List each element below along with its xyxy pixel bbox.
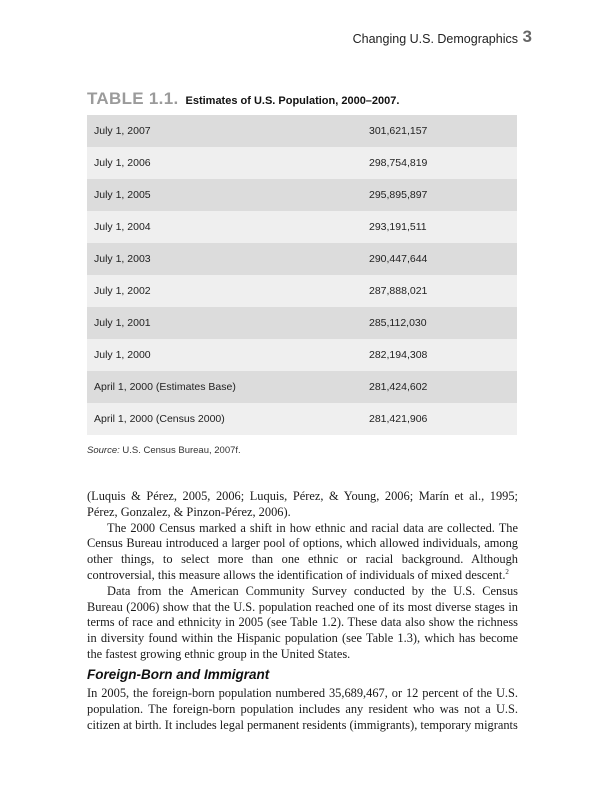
population-cell: 282,194,308 xyxy=(369,349,428,361)
running-head: Changing U.S. Demographics xyxy=(352,32,518,46)
date-cell: July 1, 2001 xyxy=(94,317,151,329)
paragraph: Data from the American Community Survey conducted by the U.S. Census Bureau (2006) show that the U.S. population reached one of its most diverse stages in terms of race and ethnicity in 2005 (see Table 1.2). These data also show the richness in diversity found within the Hispanic population (see Table 1.3), which has become the fastest growing ethnic group in the United States. xyxy=(87,583,518,661)
section-body xyxy=(87,686,518,733)
population-cell: 298,754,819 xyxy=(369,157,428,169)
table-row xyxy=(87,115,517,147)
date-cell: July 1, 2003 xyxy=(94,253,151,265)
date-cell: July 1, 2000 xyxy=(94,349,151,361)
table-row xyxy=(87,339,517,371)
population-cell: 301,621,157 xyxy=(369,125,428,137)
section-heading: Foreign-Born and Immigrant xyxy=(87,667,270,682)
date-cell: July 1, 2002 xyxy=(94,285,151,297)
population-cell: 287,888,021 xyxy=(369,285,428,297)
population-cell: 290,447,644 xyxy=(369,253,428,265)
table-row xyxy=(87,403,517,435)
source-text: U.S. Census Bureau, 2007f. xyxy=(119,445,241,456)
date-cell: July 1, 2006 xyxy=(94,157,151,169)
body-text xyxy=(87,489,518,663)
population-cell: 293,191,511 xyxy=(369,221,427,233)
population-cell: 281,424,602 xyxy=(369,381,428,393)
table-row xyxy=(87,275,517,307)
table-row xyxy=(87,307,517,339)
date-cell: July 1, 2007 xyxy=(94,125,151,137)
table-source xyxy=(87,445,241,456)
footnote-marker: 2 xyxy=(505,567,509,576)
date-cell: April 1, 2000 (Estimates Base) xyxy=(94,381,236,393)
page-number: 3 xyxy=(522,27,532,46)
date-cell: April 1, 2000 (Census 2000) xyxy=(94,413,225,425)
paragraph: In 2005, the foreign-born population numbered 35,689,467, or 12 percent of the U.S. population. The foreign-born population includes any resident who was not a U.S. citizen at birth. It includes legal permanent residents (immigrants), temporary migrants xyxy=(87,686,518,732)
table-row xyxy=(87,147,517,179)
table-row xyxy=(87,211,517,243)
table-caption xyxy=(87,89,399,109)
table-number: TABLE 1.1. xyxy=(87,89,179,108)
table-row xyxy=(87,243,517,275)
date-cell: July 1, 2005 xyxy=(94,189,151,201)
paragraph xyxy=(87,521,518,584)
population-cell: 281,421,906 xyxy=(369,413,428,425)
table-title: Estimates of U.S. Population, 2000–2007. xyxy=(185,95,400,107)
paragraph: (Luquis & Pérez, 2005, 2006; Luquis, Pérez, & Young, 2006; Marín et al., 1995; Pérez, Gonzalez, & Pinzon-Pérez, 2006). xyxy=(87,489,518,519)
paragraph-text: The 2000 Census marked a shift in how ethnic and racial data are collected. The Census Bureau introduced a larger pool of options, which allowed individuals, among other things, to select more than one ethnic or racial background. Although controversial, this measure allows the identification of individuals of mixed descent. xyxy=(87,520,518,582)
table-row xyxy=(87,179,517,211)
population-cell: 295,895,897 xyxy=(369,189,428,201)
population-cell: 285,112,030 xyxy=(369,317,427,329)
date-cell: July 1, 2004 xyxy=(94,221,151,233)
table-row xyxy=(87,371,517,403)
source-label: Source: xyxy=(87,445,120,456)
population-table xyxy=(87,115,517,435)
